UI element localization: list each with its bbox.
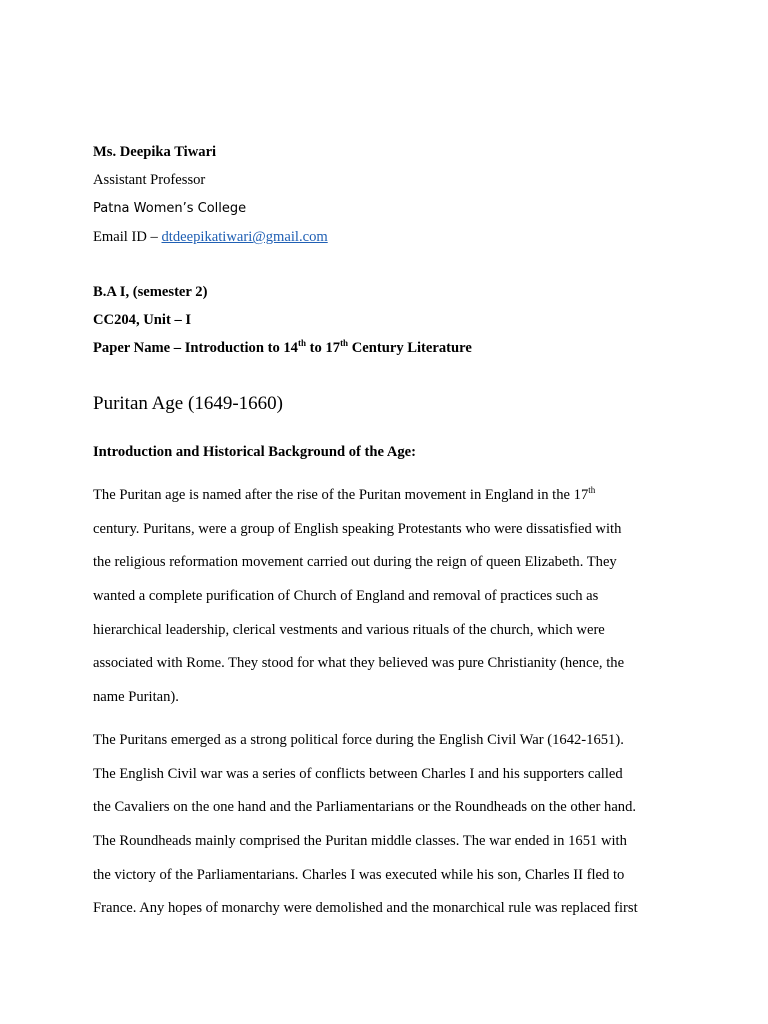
email-label: Email ID – [93,229,162,245]
paragraph-1-line-1-sup: th [588,485,596,495]
paragraph-2-line: the victory of the Parliamentarians. Charles I was executed while his son, Charles II fled to [93,867,625,883]
paragraph-1-line: name Puritan). [93,689,179,705]
email-link[interactable]: dtdeepikatiwari@gmail.com [161,229,328,245]
paragraph-1-line: hierarchical leadership, clerical vestments and various rituals of the church, which were [93,622,605,638]
paragraph-1-line-1-text: The Puritan age is named after the rise of the Puritan movement in England in the 17 [93,487,589,503]
paper-name-prefix: Paper Name – Introduction to 14 [93,340,298,356]
paragraph-2-line: France. Any hopes of monarchy were demolished and the monarchical rule was replaced first [93,900,638,916]
paragraph-2-line: The English Civil war was a series of conflicts between Charles I and his supporters called [93,766,623,782]
paragraph-2-line: The Puritans emerged as a strong political force during the English Civil War (1642-1651). [93,732,624,748]
paragraph-1-line: associated with Rome. They stood for what they believed was pure Christianity (hence, the [93,655,625,671]
author-college: Patna Women’s College [93,201,247,216]
paragraph-1-line: wanted a complete purification of Church of England and removal of practices such as [93,588,599,604]
paper-name [93,339,472,357]
paper-name-sup-1: th [297,338,306,348]
paper-name-sup-2: th [340,338,349,348]
email-line [93,228,328,246]
paragraph-1-line: the religious reformation movement carried out during the reign of queen Elizabeth. They [93,554,617,570]
paragraph-2-line: the Cavaliers on the one hand and the Parliamentarians or the Roundheads on the other hand. [93,799,637,815]
paragraph-2-line: The Roundheads mainly comprised the Puritan middle classes. The war ended in 1651 with [93,833,627,849]
page-title: Puritan Age (1649-1660) [93,393,283,414]
paper-name-suffix: Century Literature [348,340,472,356]
paragraph-1-line: century. Puritans, were a group of English speaking Protestants who were dissatisfied with [93,521,622,537]
course-class: B.A I, (semester 2) [93,284,208,300]
course-unit: CC204, Unit – I [93,312,192,328]
author-name: Ms. Deepika Tiwari [93,144,217,160]
author-designation: Assistant Professor [93,172,206,188]
paragraph-1-line [93,486,595,504]
section-heading: Introduction and Historical Background of the Age: [93,444,416,460]
paper-name-mid: to 17 [306,340,341,356]
